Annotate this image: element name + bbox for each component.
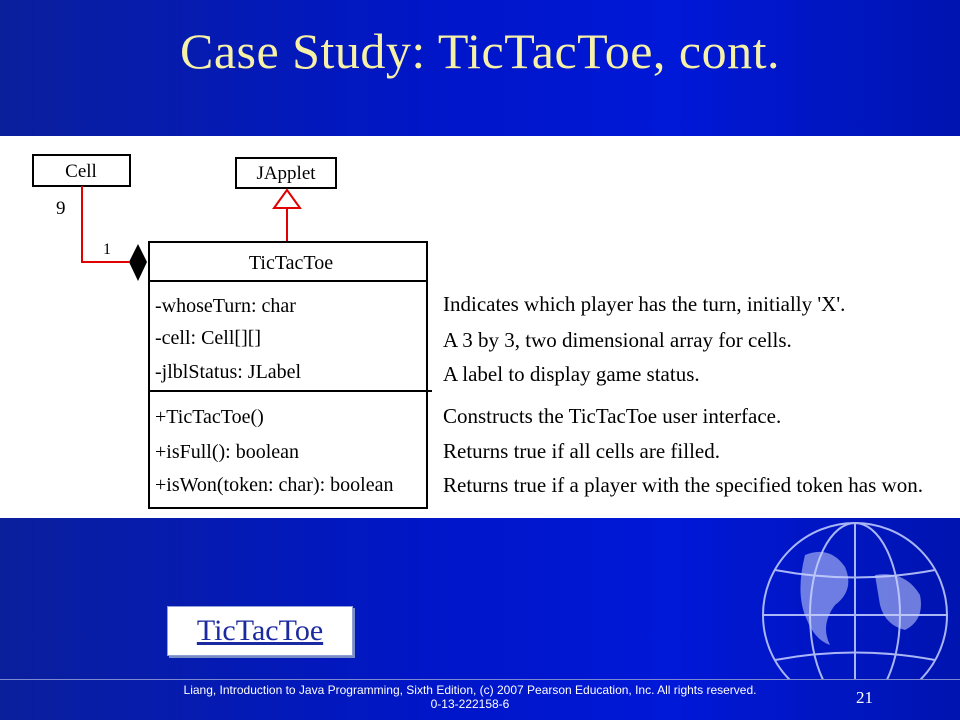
tictactoe-demo-link[interactable]: TicTacToe [167, 606, 353, 656]
description-is-full: Returns true if all cells are filled. [443, 439, 720, 463]
footer-divider [0, 679, 960, 680]
japplet-class-name: JApplet [256, 163, 316, 184]
method-is-full: +isFull(): boolean [155, 441, 300, 463]
multiplicity-tictactoe-label: 1 [103, 241, 111, 258]
multiplicity-cell-label: 9 [56, 198, 66, 219]
method-is-won: +isWon(token: char): boolean [155, 474, 394, 496]
description-whose-turn: Indicates which player has the turn, initially 'X'. [443, 292, 846, 316]
field-whose-turn: -whoseTurn: char [155, 295, 296, 317]
field-cell: -cell: Cell[][] [155, 327, 262, 349]
composition-diamond [129, 244, 147, 281]
uml-diagram-panel [0, 136, 960, 518]
description-constructor: Constructs the TicTacToe user interface. [443, 404, 782, 428]
description-is-won: Returns true if a player with the specified token has won. [443, 473, 923, 497]
method-constructor: +TicTacToe() [155, 406, 264, 428]
tictactoe-class-name: TicTacToe [248, 252, 334, 274]
field-jlbl-status: -jlblStatus: JLabel [155, 361, 302, 383]
cell-class-name: Cell [65, 161, 97, 182]
globe-icon [735, 515, 960, 679]
description-cell: A 3 by 3, two dimensional array for cells. [443, 328, 792, 352]
description-jlbl-status: A label to display game status. [443, 362, 700, 386]
footer-copyright: Liang, Introduction to Java Programming, Sixth Edition, (c) 2007 Pearson Education, Inc. All rights reserved. 0-13-222158-6 [183, 683, 757, 711]
inheritance-arrowhead [274, 190, 300, 208]
slide-title: Case Study: TicTacToe, cont. [179, 23, 780, 79]
page-number: 21 [856, 688, 873, 707]
